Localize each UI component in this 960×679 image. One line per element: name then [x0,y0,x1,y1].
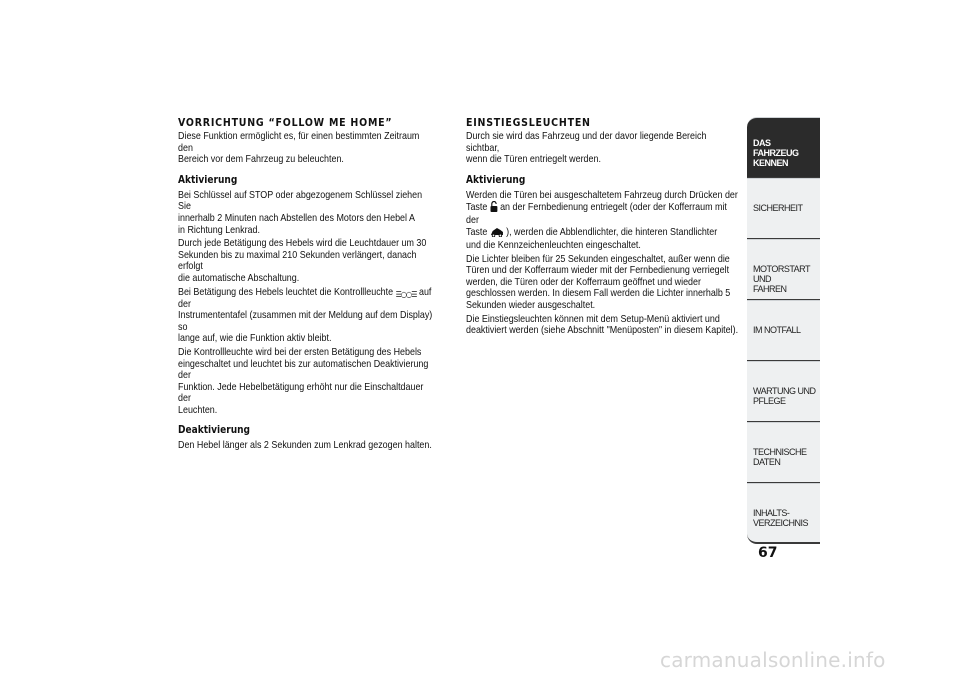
entry-activation-step-3: Die Einstiegsleuchten können mit dem Setup-Menü aktiviert und deaktiviert werden (siehe Abschnitt "Menüposten" in diesem Kapitel). [466,313,739,337]
tab-motorstart-und-fahren[interactable]: MOTORSTART UND FAHREN [747,239,820,300]
activation-step-2: Durch jede Betätigung des Hebels wird die Leuchtdauer um 30 Sekunden bis zu maximal 210 Sekunden verlängert, danach erfolgt die automatische Abschaltung. [178,238,427,284]
activation-step-4: Die Kontrollleuchte wird bei der ersten Betätigung des Hebels eingeschaltet und leuchtet bis zur automatischen Deaktivierung der Funktion. Jede Hebelbetätigung erhöht nur die Einschaltdauer der Leuchten. [178,346,429,416]
headlamp-warning-icon: ☰○○☰ [395,289,417,299]
left-column [178,116,436,454]
right-column [466,116,739,339]
tab-das-fahrzeug-kennen[interactable]: DAS FAHRZEUG KENNEN [747,117,820,178]
padlock-unlock-icon [490,201,498,215]
activation-step-3: Bei Betätigung des Hebels leuchtet die Kontrollleuchte ☰○○☰ auf der Instrumententafel (zusammen mit der Meldung auf dem Display) so lange auf, wie die Funktion aktiv bleibt. [178,286,433,345]
entry-lights-heading: EINSTIEGSLEUCHTEN [466,116,591,129]
deactivation-heading: Deaktivierung [178,424,251,437]
tab-wartung-und-pflege[interactable]: WARTUNG UND PFLEGE [747,361,820,422]
follow-me-home-intro: Diese Funktion ermöglicht es, für einen bestimmten Zeitraum den Bereich vor dem Fahrzeug zu beleuchten. [178,131,420,166]
entry-activation-heading: Aktivierung [466,173,526,186]
tab-sicherheit[interactable]: SICHERHEIT [747,178,820,239]
watermark: carmanualsonline.info [660,648,886,672]
entry-lights-intro: Durch sie wird das Fahrzeug und der davor liegende Bereich sichtbar, wenn die Türen entriegelt werden. [466,131,707,166]
tab-im-notfall[interactable]: IM NOTFALL [747,300,820,361]
tab-inhaltsverzeichnis[interactable]: INHALTS- VERZEICHNIS [747,483,820,544]
entry-activation-step-2: Die Lichter bleiben für 25 Sekunden eingeschaltet, außer wenn die Türen und der Kofferraum wieder mit der Fernbedienung verriegelt werden, die Türen oder der Kofferraum geöffnet und wieder geschlossen werden. In diesem Fall werden die Lichter innerhalb 5 Sekunden wieder ausgeschaltet. [466,253,731,311]
activation-heading: Aktivierung [178,173,238,186]
entry-activation-step-1: Werden die Türen bei ausgeschaltetem Fahrzeug durch Drücken der Taste an der Fernbedienung entriegelt (oder der Kofferraum mit der Taste ), werden die Abblendlichter, die hinteren Standlichter und die Kennzeichenleuchten eingeschaltet. [466,189,738,251]
deactivation-text: Den Hebel länger als 2 Sekunden zum Lenkrad gezogen halten. [178,440,432,452]
chapter-tabs [747,117,820,544]
car-trunk-icon [490,227,504,240]
follow-me-home-heading: VORRICHTUNG “FOLLOW ME HOME” [178,116,393,129]
tab-technische-daten[interactable]: TECHNISCHE DATEN [747,422,820,483]
activation-step-1: Bei Schlüssel auf STOP oder abgezogenem Schlüssel ziehen Sie innerhalb 2 Minuten nach Abstellen des Motors den Hebel A in Richtung Lenkrad. [178,189,423,236]
page-number: 67 [758,545,778,561]
